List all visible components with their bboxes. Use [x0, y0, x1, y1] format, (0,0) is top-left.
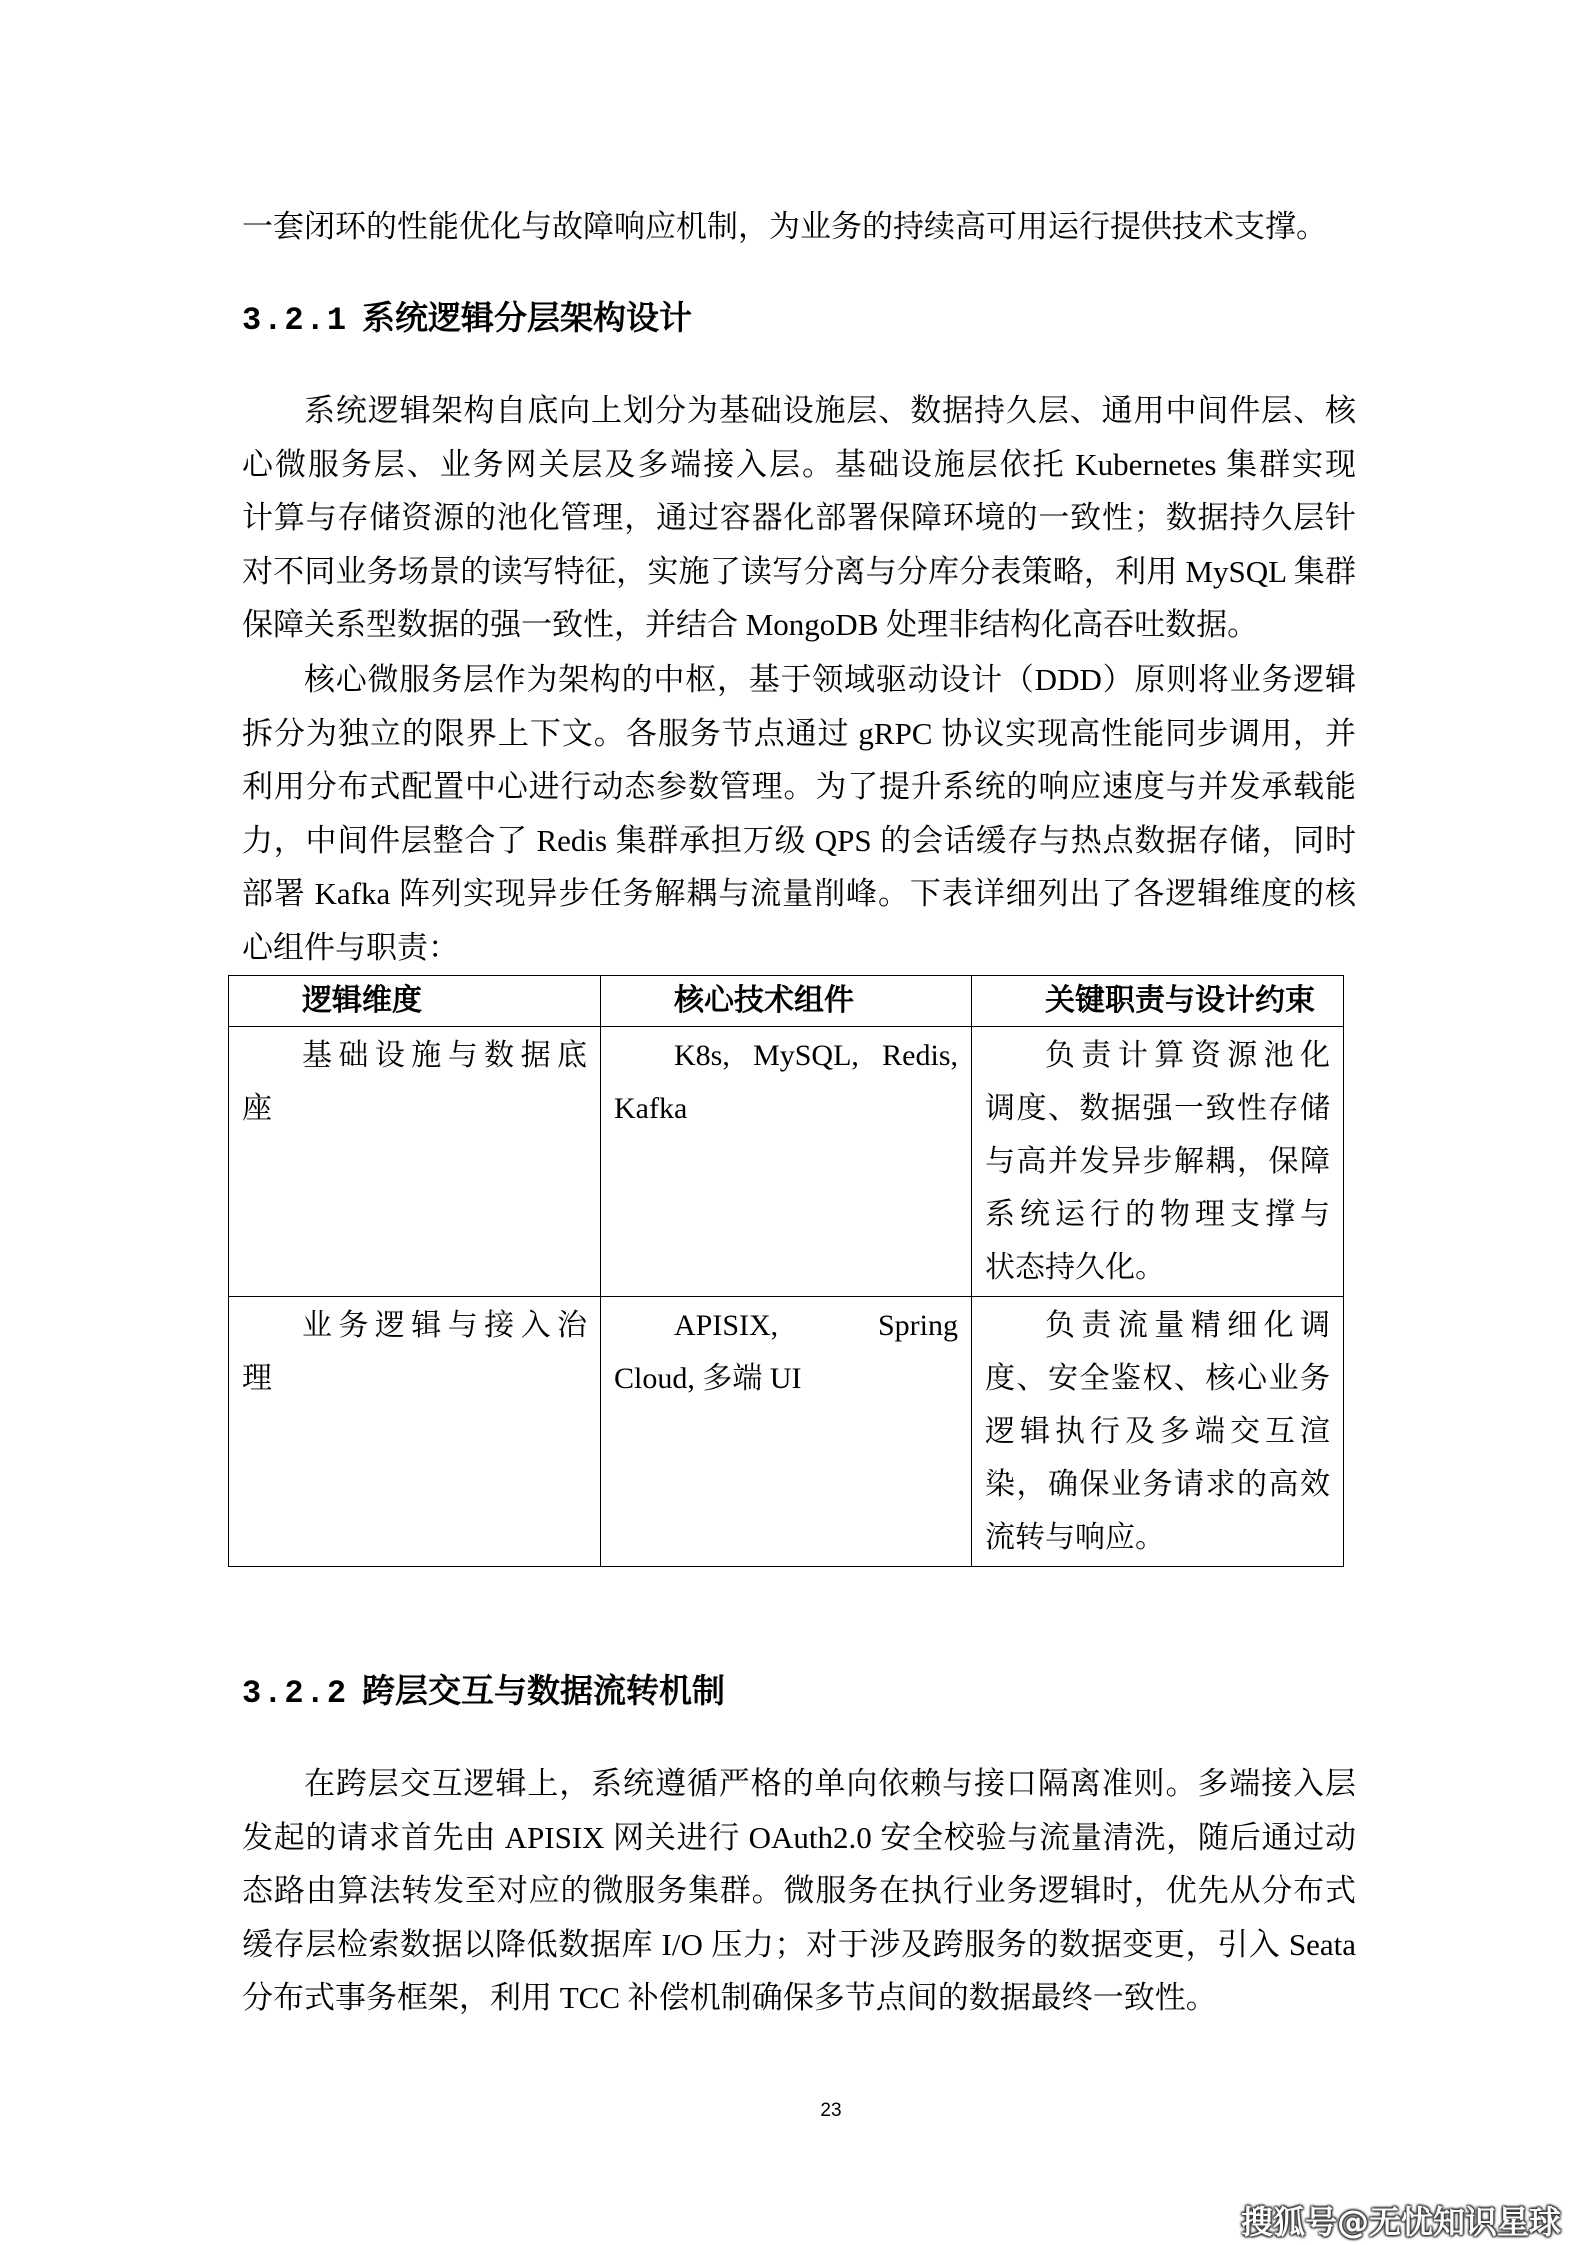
cell-line: 业务逻辑与接入治 [302, 1309, 587, 1342]
table-cell [229, 1027, 601, 1297]
cell-line: 与高并发异步解耦，保障 [985, 1145, 1330, 1178]
paragraph-line: 缓存层检索数据以降低数据库 I/O 压力；对于涉及跨服务的数据变更，引入 Seata [242, 1926, 1356, 1962]
paragraph-line: 力，中间件层整合了 Redis 集群承担万级 QPS 的会话缓存与热点数据存储，同时 [242, 822, 1356, 858]
paragraph-line: 态路由算法转发至对应的微服务集群。微服务在执行业务逻辑时，优先从分布式 [242, 1873, 1356, 1908]
cell-line: 座 [242, 1092, 272, 1125]
paragraph-line: 心微服务层、业务网关层及多端接入层。基础设施层依托 Kubernetes 集群实现 [242, 446, 1356, 482]
cell-line: 理 [242, 1362, 272, 1395]
cell-line: APISIX, Spring [674, 1309, 958, 1342]
table-header-cell [601, 976, 972, 1027]
paragraph-line: 核心微服务层作为架构的中枢，基于领域驱动设计（DDD）原则将业务逻辑 [304, 662, 1356, 697]
paragraph-line: 拆分为独立的限界上下文。各服务节点通过 gRPC 协议实现高性能同步调用，并 [242, 715, 1356, 751]
paragraph-line: 发起的请求首先由 APISIX 网关进行 OAuth2.0 安全校验与流量清洗，随后通过动 [242, 1819, 1356, 1855]
header-label: 关键职责与设计约束 [1045, 984, 1315, 1017]
body-paragraph [242, 384, 1356, 652]
body-paragraph [242, 653, 1356, 974]
cell-line: 负责流量精细化调 [1045, 1309, 1330, 1342]
cell-line: Kafka [614, 1092, 688, 1125]
table-cell [229, 1297, 601, 1567]
table-header-cell [972, 976, 1344, 1027]
table-cell [972, 1297, 1344, 1567]
cell-line: 负责计算资源池化 [1045, 1039, 1330, 1072]
paragraph-line: 分布式事务框架，利用 TCC 补偿机制确保多节点间的数据最终一致性。 [242, 1980, 1217, 2015]
cell-line: K8s, MySQL, Redis, [674, 1039, 958, 1072]
header-label: 逻辑维度 [302, 984, 422, 1017]
cell-line: 系统运行的物理支撑与 [985, 1198, 1330, 1231]
section-number: 3.2.2 [242, 1675, 349, 1712]
cell-line: 流转与响应。 [985, 1521, 1165, 1554]
table-row [229, 1297, 1344, 1567]
paragraph-line: 部署 Kafka 阵列实现异步任务解耦与流量削峰。下表详细列出了各逻辑维度的核 [242, 876, 1356, 911]
paragraph-line: 保障关系型数据的强一致性，并结合 MongoDB 处理非结构化高吞吐数据。 [242, 607, 1259, 642]
section-heading-3-2-1 [242, 293, 1356, 348]
paragraph-line: 心组件与职责： [242, 929, 459, 965]
cell-line: 基础设施与数据底 [302, 1039, 587, 1072]
paragraph-line: 系统逻辑架构自底向上划分为基础设施层、数据持久层、通用中间件层、核 [304, 393, 1356, 428]
paragraph-line: 计算与存储资源的池化管理，通过容器化部署保障环境的一致性；数据持久层针 [242, 500, 1356, 535]
paragraph-line: 对不同业务场景的读写特征，实施了读写分离与分库分表策略，利用 MySQL 集群 [242, 553, 1356, 589]
cell-line: 染，确保业务请求的高效 [985, 1468, 1330, 1501]
paragraph-line: 一套闭环的性能优化与故障响应机制，为业务的持续高可用运行提供技术支撑。 [242, 209, 1327, 244]
section-title: 系统逻辑分层架构设计 [362, 301, 693, 337]
section-heading-3-2-2 [242, 1666, 1356, 1721]
logic-dimension-table [228, 975, 1344, 1567]
cell-line: 度、安全鉴权、核心业务 [985, 1362, 1330, 1395]
table-cell [972, 1027, 1344, 1297]
page-number: 23 [820, 2100, 842, 2121]
continuation-paragraph [242, 200, 1356, 254]
paragraph-line: 在跨层交互逻辑上，系统遵循严格的单向依赖与接口隔离准则。多端接入层 [304, 1766, 1356, 1801]
cell-line: 逻辑执行及多端交互渲 [985, 1415, 1330, 1448]
paragraph-line: 利用分布式配置中心进行动态参数管理。为了提升系统的响应速度与并发承载能 [242, 769, 1356, 804]
table-header-cell [229, 976, 601, 1027]
section-title: 跨层交互与数据流转机制 [362, 1674, 726, 1710]
cell-line: 调度、数据强一致性存储 [985, 1092, 1330, 1125]
header-label: 核心技术组件 [674, 984, 854, 1017]
table-header-row [229, 976, 1344, 1027]
watermark: 搜狐号@无忧知识星球 [1240, 2203, 1561, 2241]
body-paragraph [242, 1757, 1356, 2025]
cell-line: 状态持久化。 [985, 1251, 1165, 1284]
table-row [229, 1027, 1344, 1297]
section-number: 3.2.1 [242, 302, 349, 339]
table-cell [601, 1027, 972, 1297]
cell-line: Cloud, 多端 UI [614, 1362, 802, 1395]
table-cell [601, 1297, 972, 1567]
